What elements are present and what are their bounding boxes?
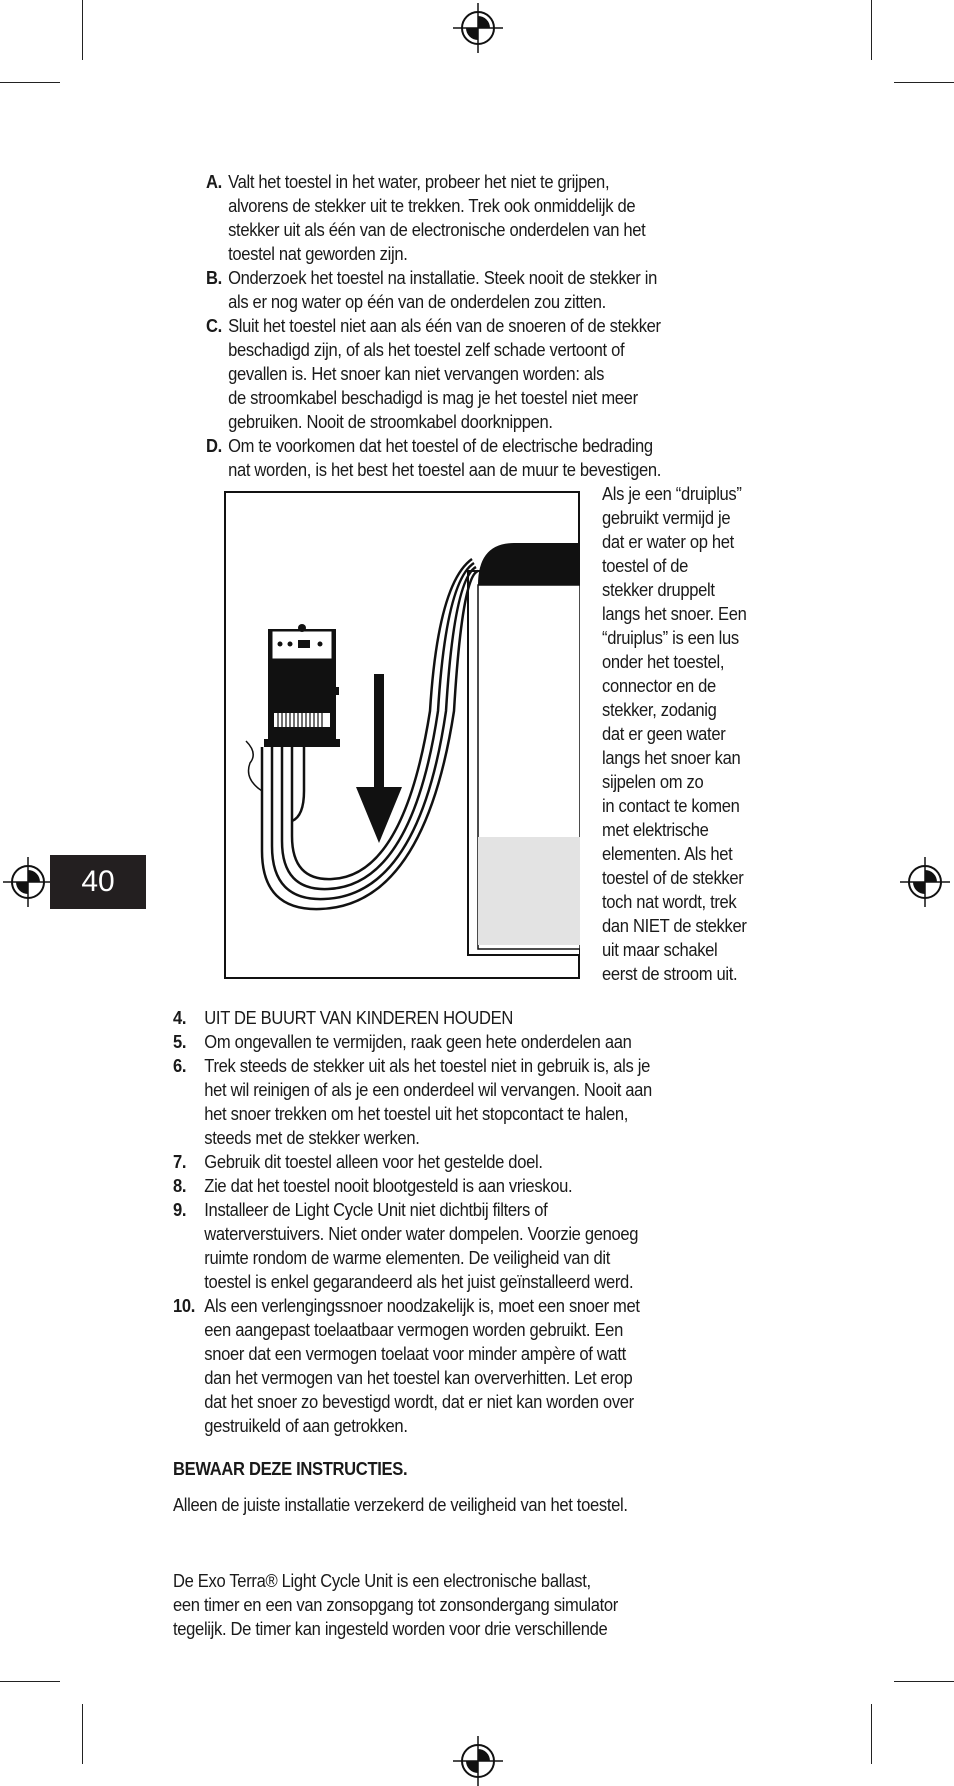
list-item [206,170,661,266]
text-line: sijpelen om zo [602,772,704,792]
text-line: connector en de [602,676,716,696]
text-line: als er nog water op één van de onderdelen zou zitten. [228,292,606,312]
text-line: steeds met de stekker werken. [204,1128,420,1148]
item-label: A. [206,172,222,192]
text-line: een timer en een van zonsopgang tot zonsondergang simulator [173,1595,618,1615]
page-number-tab: 40 [50,855,146,909]
text-line: Valt het toestel in het water, probeer het niet te grijpen, [228,172,610,192]
crop-mark [871,1704,872,1764]
text-line: Als je een “druiplus” [602,484,742,504]
registration-mark-icon [453,3,503,53]
registration-mark-icon [453,1736,503,1786]
crop-mark [0,1681,60,1682]
text-line: gevallen is. Het snoer kan niet vervangen worden: als [228,364,605,384]
text-line: gestruikeld of aan getrokken. [204,1416,408,1436]
text-line: toestel of de [602,556,689,576]
text-line: Onderzoek het toestel na installatie. Steek nooit de stekker in [228,268,658,288]
text-line: elementen. Als het [602,844,733,864]
list-item [206,434,661,482]
drip-loop-caption [602,482,747,986]
crop-mark [82,1704,83,1764]
crop-mark [0,82,60,83]
text-line: langs het snoer. Een [602,604,747,624]
text-line: stekker, zodanig [602,700,717,720]
crop-mark [82,0,83,60]
text-line: toestel nat geworden zijn. [228,244,408,264]
text-line: het wil reinigen of als je een onderdeel wil vervangen. Nooit aan [204,1080,652,1100]
text-line: toestel of de stekker [602,868,744,888]
item-label: B. [206,268,222,288]
registration-mark-icon [900,857,950,907]
text-line: stekker druppelt [602,580,715,600]
paragraph: Alleen de juiste installatie verzekerd de veiligheid van het toestel. [173,1495,628,1515]
text-line: onder het toestel, [602,652,725,672]
text-line: dan NIET de stekker [602,916,747,936]
text-line: het snoer trekken om het toestel uit het stopcontact te halen, [204,1104,629,1124]
text-line: beschadigd zijn, of als het toestel zelf schade vertoont of [228,340,625,360]
text-line: UIT DE BUURT VAN KINDEREN HOUDEN [204,1008,513,1028]
list-item [173,1030,652,1054]
text-line: gebruiken. Nooit de stroomkabel doorknippen. [228,412,553,432]
text-line: de stroomkabel beschadigd is mag je het toestel niet meer [228,388,638,408]
item-label: 8. [173,1176,187,1196]
crop-mark [894,1681,954,1682]
item-label: 9. [173,1200,187,1220]
text-line: De Exo Terra® Light Cycle Unit is een electronische ballast, [173,1571,591,1591]
text-line: dat het snoer zo bevestigd wordt, dat er niet kan worden over [204,1392,634,1412]
text-line: snoer dat een vermogen toelaat voor minder ampère of watt [204,1344,626,1364]
text-line: Om te voorkomen dat het toestel of de electrische bedrading [228,436,653,456]
list-item [173,1198,652,1294]
registration-mark-icon [3,857,53,907]
text-line: een aangepast toelaatbaar vermogen worden gebruikt. Een [204,1320,623,1340]
list-item [173,1174,652,1198]
list-item [173,1150,652,1174]
text-line: waterverstuivers. Niet onder water dompelen. Voorzie genoeg [204,1224,639,1244]
text-line: met elektrische [602,820,709,840]
crop-mark [894,82,954,83]
text-line: tegelijk. De timer kan ingesteld worden voor drie verschillende [173,1619,608,1639]
text-line: eerst de stroom uit. [602,964,738,984]
item-label: C. [206,316,222,336]
item-label: 7. [173,1152,187,1172]
sub-instruction-list [206,170,661,482]
text-line: Als een verlengingssnoer noodzakelijk is, moet een snoer met [204,1296,640,1316]
section-heading: BEWAAR DEZE INSTRUCTIES. [173,1459,408,1479]
safety-instruction-list [173,1006,652,1438]
item-label: 4. [173,1008,187,1028]
text-line: stekker uit als één van de electronische onderdelen van het [228,220,646,240]
text-line: Om ongevallen te vermijden, raak geen hete onderdelen aan [204,1032,632,1052]
text-line: dan het vermogen van het toestel kan oververhitten. Let erop [204,1368,633,1388]
list-item [173,1294,652,1438]
text-line: uit maar schakel [602,940,718,960]
paragraph [173,1569,618,1641]
text-line: toestel is enkel gegarandeerd als het juist geïnstalleerd werd. [204,1272,634,1292]
item-label: 10. [173,1296,196,1316]
list-item [173,1054,652,1150]
item-label: D. [206,436,222,456]
text-line: nat worden, is het best het toestel aan de muur te bevestigen. [228,460,662,480]
list-item [206,266,661,314]
text-line: alvorens de stekker uit te trekken. Trek ook onmiddelijk de [228,196,636,216]
item-label: 5. [173,1032,187,1052]
crop-mark [871,0,872,60]
text-line: Gebruik dit toestel alleen voor het gestelde doel. [204,1152,543,1172]
text-line: Sluit het toestel niet aan als één van de snoeren of de stekker [228,316,661,336]
text-line: Zie dat het toestel nooit blootgesteld is aan vrieskou. [204,1176,573,1196]
text-line: Trek steeds de stekker uit als het toestel niet in gebruik is, als je [204,1056,650,1076]
drip-loop-illustration [224,491,580,979]
list-item [206,314,661,434]
text-line: langs het snoer kan [602,748,741,768]
text-line: Installeer de Light Cycle Unit niet dichtbij filters of [204,1200,548,1220]
text-line: ruimte rondom de warme elementen. De veiligheid van dit [204,1248,610,1268]
text-line: dat er water op het [602,532,734,552]
text-line: gebruikt vermijd je [602,508,731,528]
text-line: toch nat wordt, trek [602,892,737,912]
text-line: “druiplus” is een lus [602,628,739,648]
list-item [173,1006,652,1030]
text-line: in contact te komen [602,796,740,816]
item-label: 6. [173,1056,187,1076]
text-line: dat er geen water [602,724,726,744]
